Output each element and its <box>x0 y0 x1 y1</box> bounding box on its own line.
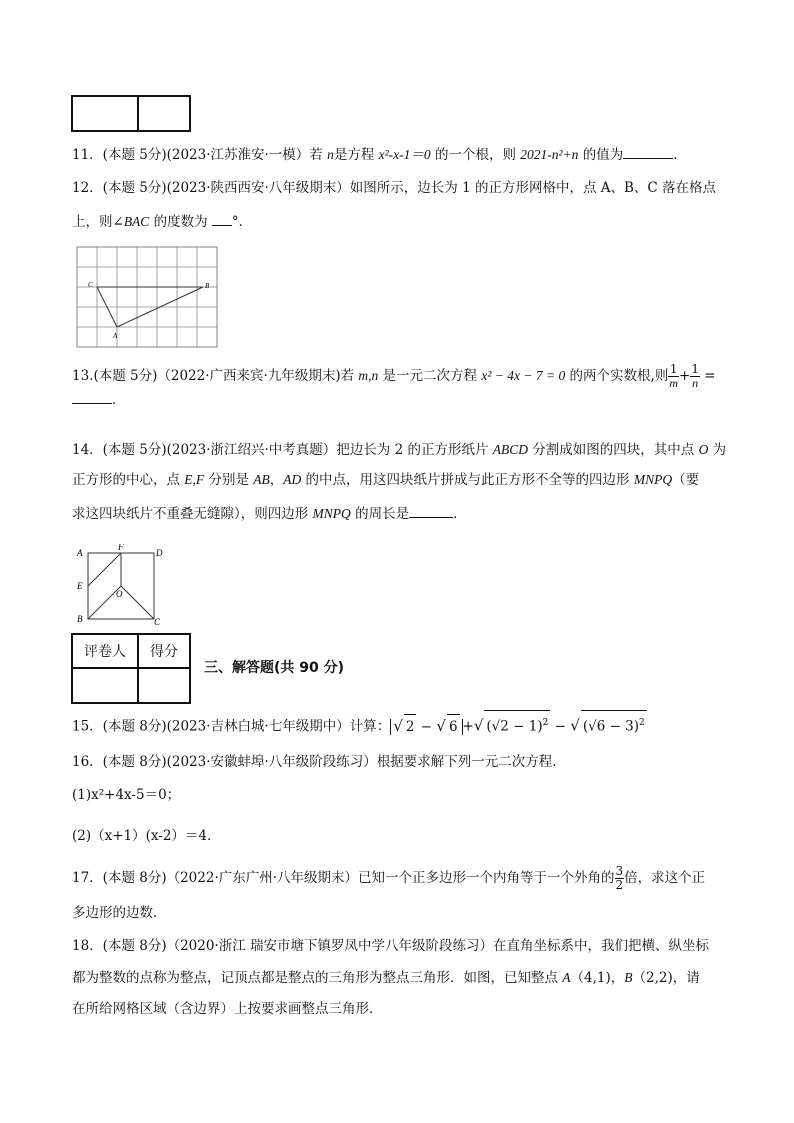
square-pieces <box>88 553 154 619</box>
score-cell[interactable] <box>138 668 190 703</box>
label-a: A <box>113 332 118 340</box>
q15-sqrt-b: 6 <box>447 714 460 739</box>
radical-icon: √ <box>473 716 484 735</box>
q15-sqrt-1 <box>484 710 550 739</box>
q11-var: n <box>327 147 334 162</box>
q13-answer-blank[interactable] <box>72 389 112 404</box>
q14-l3b: 的周长是 <box>350 506 410 522</box>
q13-mid: 是一元二次方程 <box>378 368 482 384</box>
q15-s1: (√2 − 1) <box>486 718 543 735</box>
q13-vars: m,n <box>358 368 379 383</box>
q13-frac-1 <box>668 363 679 390</box>
question-15 <box>72 710 647 739</box>
q15-prefix: 15．(本题 8分)(2023·吉林白城·七年级期中）计算： <box>72 718 391 735</box>
label-c: C <box>88 281 93 289</box>
score-label: 得分 <box>138 634 190 668</box>
question-16 <box>72 752 566 772</box>
q14-mnpq: MNPQ <box>633 472 673 487</box>
label-c: C <box>154 617 161 626</box>
q11-suffix: 的值为 <box>578 147 624 163</box>
q14-l2e: （要 <box>672 472 700 488</box>
label-o: O <box>116 589 123 599</box>
q14-l1c: 为 <box>708 442 727 458</box>
q12-line2b: 的度数为 <box>149 214 212 230</box>
q14-l3a: 求这四块纸片不重叠无缝隙），则四边形 <box>72 506 313 522</box>
question-16-part-2 <box>72 826 221 846</box>
q18-line1: 18．(本题 8分)（2020·浙江 瑞安市塘下镇罗凤中学八年级阶段练习）在直角坐标系中，我们把横、纵坐标 <box>72 938 710 954</box>
top-score-table <box>71 95 191 132</box>
label-f: F <box>118 544 124 552</box>
label-b: B <box>205 282 210 290</box>
grader-cell[interactable] <box>72 668 138 703</box>
q16-line1: 16．(本题 8分)(2023·安徽蚌埠·八年级阶段练习）根据要求解下列一元二次方程． <box>72 754 566 770</box>
q12-line2a: 上，则∠ <box>72 214 124 230</box>
q13-prefix: 13.(本题 5分)（2022·广西来宾·九年级期末)若 <box>72 368 359 384</box>
radical-icon: √ <box>436 716 446 735</box>
q18-point-b: B <box>624 970 633 985</box>
question-13-answer <box>72 389 126 410</box>
q14-square-figure <box>74 544 170 626</box>
q11-answer-blank[interactable] <box>623 144 673 159</box>
q14-abcd: ABCD <box>492 442 529 457</box>
q17-suffix: 倍，求这个正 <box>624 870 706 886</box>
q17-den: 2 <box>615 878 624 892</box>
q14-l2a: 正方形的中心，点 <box>72 472 185 488</box>
top-score-cell-1 <box>72 96 138 131</box>
q18-line3: 在所给网格区域（含边界）上按要求画整点三角形． <box>72 1001 383 1017</box>
radical-icon: √ <box>570 716 580 735</box>
q13-f2-den: n <box>692 376 699 390</box>
q11-end: ． <box>673 147 687 163</box>
q11-prefix: 11．(本题 5分)(2023·江苏淮安·一模）若 <box>72 147 328 163</box>
question-17-line-2 <box>72 903 167 923</box>
q11-mid1: 是方程 <box>333 147 379 163</box>
label-e: E <box>77 581 83 591</box>
q14-end: ． <box>453 506 467 522</box>
question-13 <box>72 362 716 390</box>
question-16-part-1 <box>72 785 180 805</box>
q14-l2d: 的中点，用这四块纸片拼成与此正方形不全等的四边形 <box>301 472 634 488</box>
q15-s2: (√6 − 3) <box>582 718 640 735</box>
q16-p1: (1)x²+4x-5＝0； <box>72 787 181 803</box>
q12-line2c: °． <box>231 214 253 230</box>
q12-line1: 12．(本题 5分)(2023·陕西西安·八年级期末）如图所示，边长为 1 的正方形网格中，点 A、B、C 落在格点 <box>72 180 717 196</box>
q13-f1-num: 1 <box>669 362 678 376</box>
label-b: B <box>77 614 83 624</box>
q17-num: 3 <box>615 864 624 878</box>
q15-minus: − <box>550 718 571 735</box>
q12-answer-blank[interactable] <box>212 211 232 226</box>
q13-eqsign: = <box>699 368 716 384</box>
q15-sqrt-a: 2 <box>404 714 417 739</box>
q17-prefix: 17．(本题 8分)（2022·广东广州·八年级期末）已知一个正多边形一个内角等于一个外角的 <box>72 870 615 886</box>
q14-ef: E,F <box>184 472 205 487</box>
radical-icon: √ <box>393 716 403 735</box>
q14-ad: AD <box>283 472 302 487</box>
q18-coord-b: （2,2)，请 <box>632 970 700 986</box>
q12-angle: BAC <box>123 214 150 229</box>
section-score-table <box>71 633 191 704</box>
q15-plus: + <box>462 718 474 735</box>
question-18-line-2 <box>72 968 700 988</box>
q14-answer-blank[interactable] <box>409 503 453 518</box>
q14-l2c: ， <box>269 472 284 488</box>
q11-equation: x²-x-1＝0 <box>378 147 431 162</box>
question-14-line-3 <box>72 503 467 524</box>
label-a: A <box>77 548 83 558</box>
q12-grid-figure <box>76 246 220 350</box>
label-d: D <box>156 548 163 558</box>
question-12-line-2 <box>72 211 252 232</box>
q15-sqrt-2 <box>581 710 647 739</box>
top-score-cell-2 <box>138 96 190 131</box>
q11-mid2: 的一个根，则 <box>430 147 521 163</box>
q13-f1-den: m <box>669 376 678 390</box>
q14-ab: AB <box>253 472 270 487</box>
q15-abs-expr <box>390 716 462 735</box>
q17-frac <box>615 865 625 892</box>
q14-l2b: 分别是 <box>204 472 254 488</box>
grid-lines <box>77 247 217 347</box>
question-18-line-3 <box>72 999 383 1019</box>
q18-l2a: 都为整数的点称为整点，记顶点都是整点的三角形为整点三角形．如图，已知整点 <box>72 970 563 986</box>
q14-l1b: 分割成如图的四块，其中点 <box>528 442 699 458</box>
q13-equation: x² − 4x − 7 = 0 <box>481 368 566 383</box>
q15-pow-2: 2 <box>639 718 645 728</box>
q18-coord-a: （4,1)， <box>570 970 625 986</box>
q14-l1a: 14．(本题 5分)(2023·浙江绍兴·中考真题）把边长为 2 的正方形纸片 <box>72 442 493 458</box>
section-title: 三、解答题(共 90 分) <box>204 660 345 676</box>
q11-expression: 2021-n²+n <box>520 147 579 162</box>
grader-label: 评卷人 <box>72 634 138 668</box>
question-11 <box>72 144 687 165</box>
q13-plus: + <box>679 368 691 384</box>
question-14-line-2 <box>72 470 699 490</box>
q13-end: ． <box>112 392 126 408</box>
q16-p2: (2)（x+1）(x-2）＝4． <box>72 828 221 844</box>
question-12-line-1 <box>72 178 716 198</box>
q13-frac-2 <box>690 363 700 390</box>
q15-abs-minus: − <box>416 718 437 735</box>
question-18 <box>72 936 709 956</box>
question-14-line-1 <box>72 440 726 460</box>
q13-f2-num: 1 <box>691 362 699 376</box>
q14-o: O <box>698 442 709 457</box>
q14-mnpq-2: MNPQ <box>312 506 351 521</box>
q18-point-a: A <box>562 970 571 985</box>
q15-pow-1: 2 <box>542 718 549 728</box>
q13-mid2: 的两个实数根,则 <box>565 368 669 384</box>
q17-line2: 多边形的边数． <box>72 905 167 921</box>
question-17 <box>72 864 705 892</box>
